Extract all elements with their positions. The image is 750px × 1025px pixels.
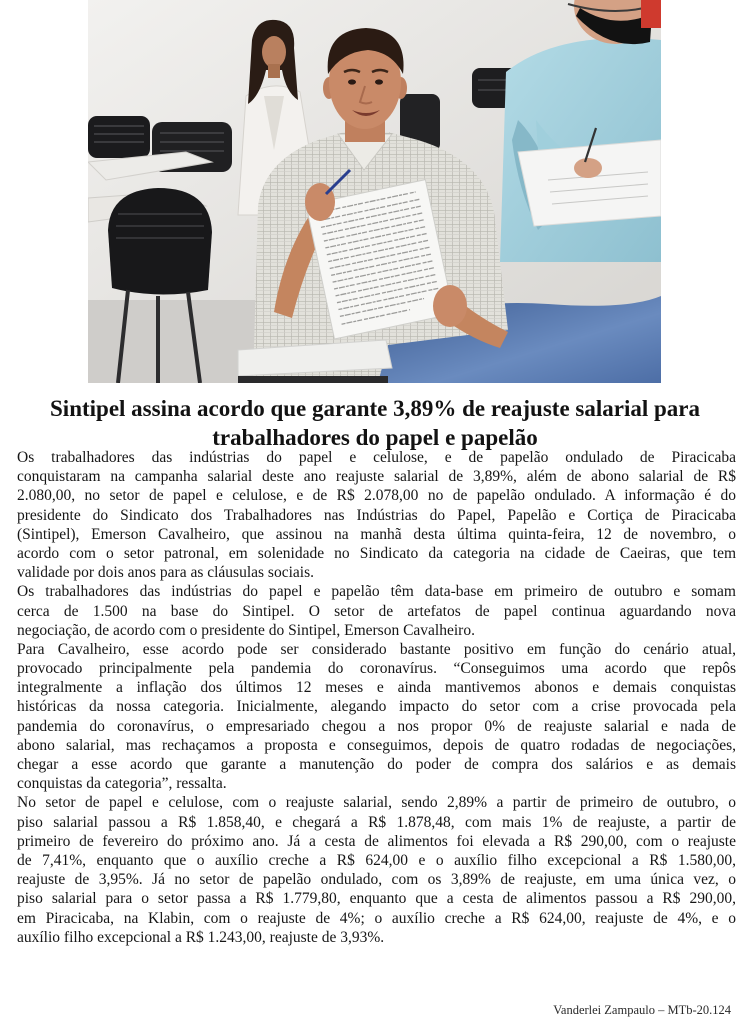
body-line: (Sintipel), Emerson Cavalheiro, que assinou na manhã desta última quinta-feira, 12 de novembro, o — [17, 525, 736, 543]
body-line: auxílio filho excepcional a R$ 1.243,00, reajuste de 3,93%. — [17, 928, 385, 946]
title-line: trabalhadores do papel e papelão — [212, 425, 538, 450]
body-line: Os trabalhadores das indústrias do papel e celulose, e de papelão ondulado de Piracicaba — [17, 449, 736, 466]
body-line: Para Cavalheiro, esse acordo pode ser considerado bastante positivo em função do cenário atual, — [17, 640, 736, 658]
article-title — [0, 394, 750, 452]
body-line: Os trabalhadores das indústrias do papel e papelão têm data-base em primeiro de outubro e somam — [17, 583, 736, 601]
body-line: validade por dois anos para as cláusulas sociais. — [17, 564, 314, 582]
body-line: reajuste de 3,95%. Já no setor de papelão ondulado, com os 3,89% de reajuste, em uma única vez, o — [17, 871, 736, 889]
body-line: provocado principalmente pela pandemia do coronavírus. “Conseguimos uma acordo que repôs — [17, 660, 736, 678]
body-line: presidente do Sindicato dos Trabalhadores nas Indústrias do Papel, Papelão e Cortiça de Piracicaba — [17, 506, 736, 524]
body-line: acordo com o setor patronal, em solenidade no Sindicato da categoria na cidade de Caeiras, que tem — [17, 544, 736, 562]
body-line: de 7,41%, enquanto que o auxílio creche a R$ 624,00 e o auxílio filho excepcional a R$ 1.580,00, — [17, 851, 736, 869]
photo-illustration — [88, 0, 661, 383]
title-line: Sintipel assina acordo que garante 3,89% de reajuste salarial para — [50, 396, 700, 421]
body-line: conquistas da categoria”, ressalta. — [17, 775, 227, 793]
body-line: integralmente a inflação dos últimos 12 meses e ainda mantivemos abonos e demais conquistas — [17, 679, 736, 697]
body-line: pandemia do coronavírus, o empresariado chegou a nos propor 0% de reajuste salarial e nada de — [17, 717, 736, 735]
body-line: negociação, de acordo com o presidente do Sintipel, Emerson Cavalheiro. — [17, 621, 475, 639]
body-line: chegar a esse acordo que garante a manutenção do poder de compra dos salários e as demais — [17, 756, 736, 773]
paragraph — [17, 640, 736, 794]
body-line: piso salarial para o setor passa a R$ 1.779,80, enquanto que a cesta de alimentos passou a R$ 290,00, — [17, 890, 736, 908]
body-line: cerca de 1.500 na base do Sintipel. O setor de artefatos de papel continua aguardando nova — [17, 602, 736, 620]
body-line: conquistaram na campanha salarial deste ano reajuste salarial de 3,89%, além de abono salarial de R$ — [17, 468, 736, 486]
article-body — [17, 448, 736, 947]
body-line: No setor de papel e celulose, com o reajuste salarial, sendo 2,89% a partir de primeiro de outubro, o — [17, 794, 736, 812]
body-line: históricas da nossa categoria. Inicialmente, alegando impacto do setor com a crise provocada pela — [17, 698, 736, 716]
byline: Vanderlei Zampaulo – MTb-20.124 — [553, 1003, 731, 1017]
body-line: 2.080,00, no setor de papel e celulose, e de R$ 2.078,00 no de papelão ondulado. A informação é do — [17, 487, 736, 505]
body-line: em Piracicaba, na Klabin, com o reajuste de 4%; o auxílio creche a R$ 624,00, reajuste de 4%, e o — [17, 909, 736, 927]
paragraph — [17, 793, 736, 947]
paragraph — [17, 448, 736, 582]
body-line: abono salarial, mas rechaçamos a proposta e conseguimos, depois de quatro rodadas de negociações, — [17, 736, 736, 754]
body-line: piso salarial passou a R$ 1.858,40, e chegará a R$ 1.878,48, com mais 1% de reajuste, a partir de — [17, 813, 736, 831]
body-line: primeiro de fevereiro do próximo ano. Já a cesta de alimentos foi elevada a R$ 290,00, com o reajuste — [17, 832, 736, 850]
paragraph — [17, 582, 736, 640]
article-photo — [88, 0, 661, 383]
